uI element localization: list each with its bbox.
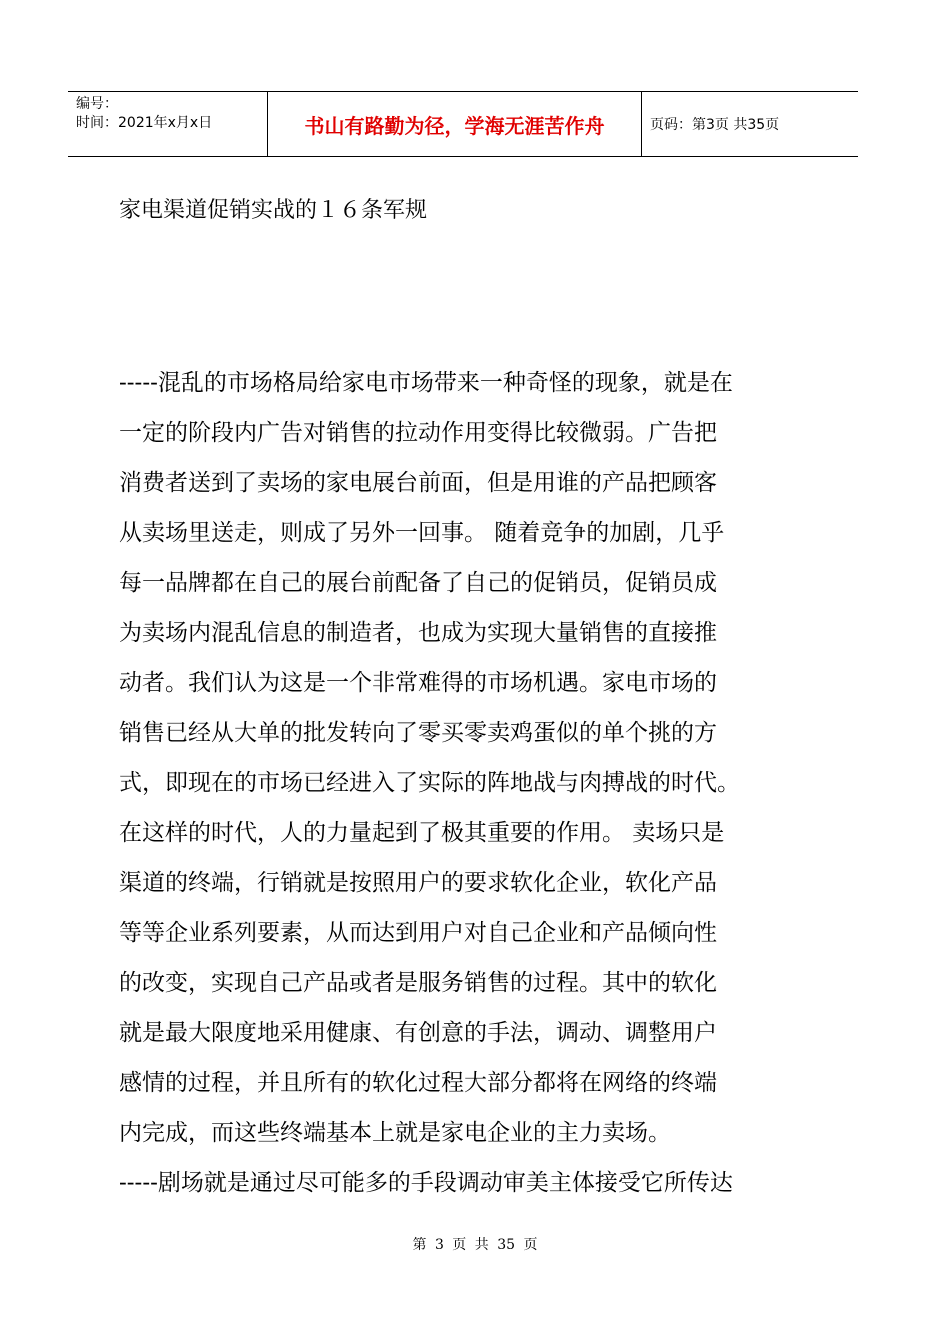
body-line: 式，即现在的市场已经进入了实际的阵地战与肉搏战的时代。 xyxy=(119,770,740,796)
header-page-info: 页码：第3页 共35页 xyxy=(650,117,780,133)
body-line: 内完成，而这些终端基本上就是家电企业的主力卖场。 xyxy=(119,1120,671,1146)
body-line: 从卖场里送走，则成了另外一回事。 随着竞争的加剧，几乎 xyxy=(119,520,725,546)
body-line: 的改变，实现自己产品或者是服务销售的过程。其中的软化 xyxy=(119,970,717,996)
body-line: 渠道的终端，行销就是按照用户的要求软化企业，软化产品 xyxy=(119,870,717,896)
body-line: 消费者送到了卖场的家电展台前面，但是用谁的产品把顾客 xyxy=(119,470,717,496)
body-line: 每一品牌都在自己的展台前配备了自己的促销员，促销员成 xyxy=(119,570,717,596)
number-label: 编号： xyxy=(76,96,118,112)
body-line: 感情的过程，并且所有的软化过程大部分都将在网络的终端 xyxy=(119,1070,717,1096)
document-title: 家电渠道促销实战的１６条军规 xyxy=(119,198,428,223)
page-header xyxy=(68,91,858,157)
body-line: -----混乱的市场格局给家电市场带来一种奇怪的现象，就是在 xyxy=(119,370,733,396)
time-label: 时间：2021年x月x日 xyxy=(76,115,213,131)
body-line: 就是最大限度地采用健康、有创意的手法，调动、调整用户 xyxy=(119,1020,717,1046)
page-footer: 第 3 页 共 35 页 xyxy=(412,1237,538,1253)
body-line: 动者。我们认为这是一个非常难得的市场机遇。家电市场的 xyxy=(119,670,717,696)
body-line: 等等企业系列要素，从而达到用户对自己企业和产品倾向性 xyxy=(119,920,717,946)
header-motto: 书山有路勤为径，学海无涯苦作舟 xyxy=(304,113,605,138)
header-meta xyxy=(76,95,266,133)
body-line: 销售已经从大单的批发转向了零买零卖鸡蛋似的单个挑的方 xyxy=(119,720,717,746)
header-divider xyxy=(641,92,642,156)
body-line: 一定的阶段内广告对销售的拉动作用变得比较微弱。广告把 xyxy=(119,420,717,446)
document-body xyxy=(119,365,839,1215)
body-line: -----剧场就是通过尽可能多的手段调动审美主体接受它所传达 xyxy=(119,1170,733,1196)
body-line: 为卖场内混乱信息的制造者，也成为实现大量销售的直接推 xyxy=(119,620,717,646)
body-line: 在这样的时代，人的力量起到了极其重要的作用。 卖场只是 xyxy=(119,820,725,846)
